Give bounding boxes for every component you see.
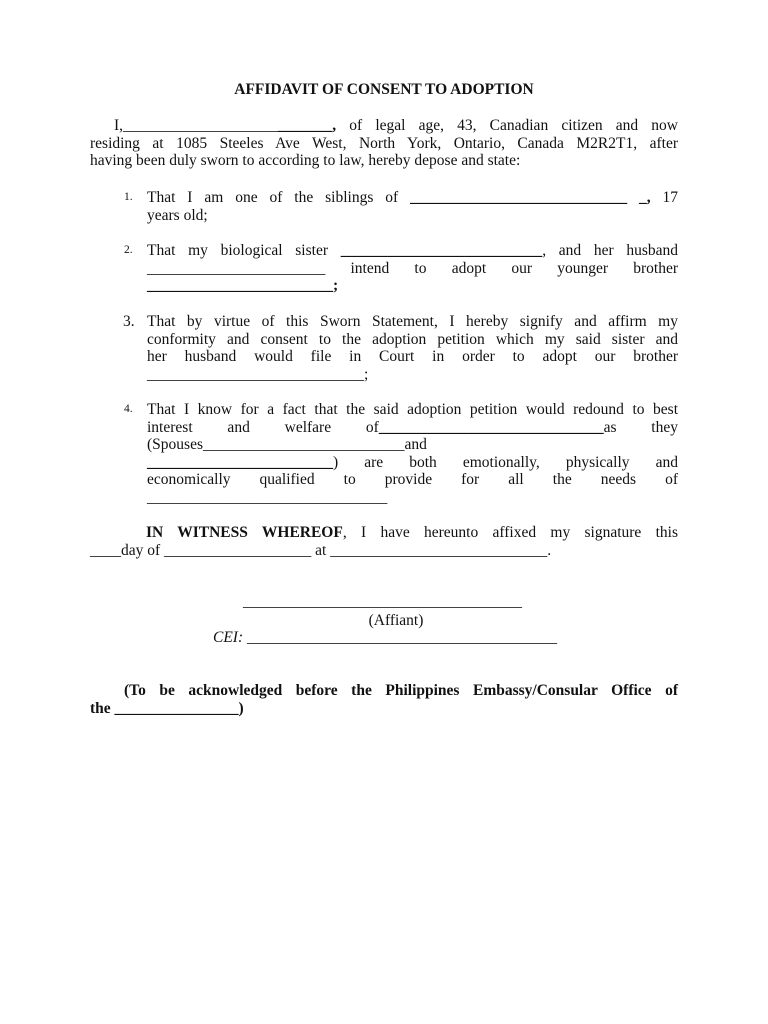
item-1-line-1 xyxy=(147,189,678,207)
intro-line-1-rest: of legal age, 43, Canadian citizen and now xyxy=(336,117,678,134)
cei-row xyxy=(213,629,557,647)
item-4-line-4-text: ) are both emotionally, physically and xyxy=(333,453,678,471)
witness-paragraph xyxy=(90,524,678,559)
brother-blank: ________________________; xyxy=(147,277,339,295)
list-item-1 xyxy=(90,189,678,224)
item-2-text-end: , and her husband xyxy=(542,242,678,259)
affiant-label: (Affiant) xyxy=(368,612,424,629)
item-4-line-4 xyxy=(147,454,678,472)
item-4-line-2 xyxy=(147,419,678,437)
spouse-1-blank: __________________________ xyxy=(202,436,405,454)
item-2-line-2 xyxy=(147,260,678,278)
acknowledgement-note xyxy=(90,682,678,717)
intro-line-3: having been duly sworn to according to law, hereby depose and state: xyxy=(90,152,521,170)
acknowledgement-line-1 xyxy=(90,682,678,700)
and-label: and xyxy=(404,436,427,454)
signature-line: ____________________________________ xyxy=(243,593,522,610)
item-1-age: 17 xyxy=(650,189,679,206)
item-3-line-2: conformity and consent to the adoption petition which my said sister and xyxy=(147,330,678,348)
welfare-blank: _____________________________ xyxy=(378,418,604,436)
item-3-line-3: her husband would file in Court in order to adopt our brother xyxy=(147,348,678,366)
husband-blank: _______________________ xyxy=(147,259,326,277)
item-3-line-1: That by virtue of this Sworn Statement, I hereby signify and affirm my xyxy=(147,313,678,330)
intro-paragraph xyxy=(90,117,678,170)
list-item-3 xyxy=(90,313,678,383)
item-1-line-2: years old; xyxy=(147,206,208,224)
witness-line-1 xyxy=(90,524,678,542)
intro-line-1 xyxy=(90,117,678,135)
document-title: AFFIDAVIT OF CONSENT TO ADOPTION xyxy=(234,81,534,98)
intro-line-2: residing at 1085 Steeles Ave West, North York, Ontario, Canada M2R2T1, after xyxy=(90,134,678,152)
acknowledgement-line-2: the ________________) xyxy=(90,699,244,717)
item-4-line-3 xyxy=(147,436,678,454)
item-3-line-4: ____________________________; xyxy=(147,365,369,383)
spouses-label: (Spouses xyxy=(147,436,203,454)
sister-blank: __________________________ xyxy=(340,242,543,259)
item-2-line-2-text: intend to adopt our younger brother xyxy=(325,259,678,277)
item-4-line-5: economically qualified to provide for all the needs of xyxy=(147,471,678,489)
item-2-text: That my biological sister xyxy=(147,242,341,259)
item-number: 3. xyxy=(123,313,135,330)
cei-blank: ________________________________________ xyxy=(243,629,558,646)
list-item-4 xyxy=(90,401,678,507)
name-blank: ____________________ xyxy=(123,117,279,134)
item-number: 2. xyxy=(124,244,133,256)
item-4-line-6: _______________________________ xyxy=(147,488,388,506)
item-4-line-2-text: interest and welfare of xyxy=(147,418,379,436)
item-number: 4. xyxy=(124,403,133,415)
witness-line-1-rest: , I have hereunto affixed my signature this xyxy=(342,524,678,541)
list-item-2 xyxy=(90,242,678,295)
item-1-text: That I am one of the siblings of xyxy=(147,189,411,206)
spouse-2-blank: ________________________ xyxy=(147,453,333,471)
item-2-line-1 xyxy=(147,242,678,260)
witness-line-2: ____day of ___________________ at ____________________________. xyxy=(90,541,552,559)
acknowledgement-text: (To be acknowledged before the Philippines Embassy/Consular Office of xyxy=(124,682,678,699)
sibling-blank: ____________________________ _, xyxy=(410,189,651,206)
item-4-line-2-end: as they xyxy=(603,418,678,436)
intro-prefix: I, xyxy=(114,117,124,134)
witness-heading: IN WITNESS WHEREOF xyxy=(146,524,343,541)
name-blank-bold: _______, xyxy=(278,117,337,134)
cei-label: CEI: xyxy=(213,629,244,646)
item-number: 1. xyxy=(124,191,133,203)
item-4-line-1: That I know for a fact that the said adoption petition would redound to best xyxy=(147,401,678,418)
